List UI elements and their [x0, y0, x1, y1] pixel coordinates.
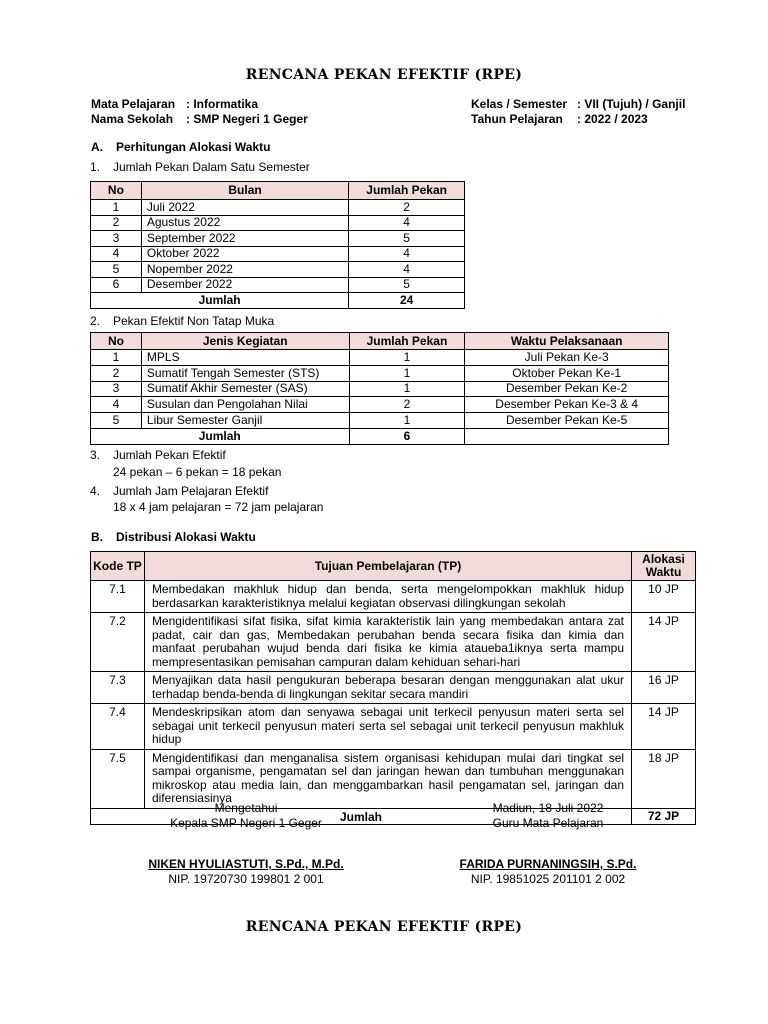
col-header: No	[91, 333, 142, 350]
item-2-text: Pekan Efektif Non Tatap Muka	[113, 314, 275, 328]
item-2-num: 2.	[90, 314, 101, 328]
cell: 2	[349, 397, 465, 413]
cell: 4	[91, 397, 142, 413]
cell: Susulan dan Pengolahan Nilai	[141, 397, 349, 413]
cell: 4	[91, 246, 142, 262]
cell: 6	[91, 277, 142, 293]
item-4-text: Jumlah Jam Pelajaran Efektif	[113, 484, 269, 498]
item-4-num: 4.	[90, 484, 101, 498]
table-header-row	[91, 182, 465, 200]
class-value: : VII (Tujuh) / Ganjil	[577, 97, 686, 111]
table-row	[91, 672, 696, 704]
tp-cell: Mengidentifikasi sifat fisika, sifat kimia karakteristik lain yang membedakan antara zat padat, cair dan gas, Membedakan perubahan benda secara fisika dan kimia dan manfaat perubahan wujud benda dari fisika ke kimia ataueba1iknya serta mampu mempresentasikan pemisahan campuran dalam kehiduan sehari-hari	[144, 613, 631, 672]
cell: 2	[91, 215, 142, 231]
subject-label: Mata Pelajaran	[91, 97, 176, 111]
cell: Oktober Pekan Ke-1	[465, 365, 669, 381]
cell: 4	[349, 246, 465, 262]
cell: September 2022	[141, 231, 348, 247]
page-title: RENCANA PEKAN EFEKTIF (RPE)	[245, 67, 523, 83]
cell: Desember Pekan Ke-2	[465, 381, 669, 397]
cell: Sumatif Tengah Semester (STS)	[141, 365, 349, 381]
cell: 1	[349, 381, 465, 397]
cell: 1	[91, 200, 142, 216]
cell: 2	[91, 365, 142, 381]
table-row	[91, 277, 465, 293]
school-value: : SMP Negeri 1 Geger	[186, 112, 308, 126]
col-header-alokasi: Alokasi Waktu	[632, 552, 696, 581]
col-header: Bulan	[141, 182, 348, 200]
total-label: Jumlah	[91, 808, 632, 824]
sig-left-line1: Mengetahui	[214, 801, 278, 815]
item-1	[90, 160, 310, 174]
cell: Desember 2022	[141, 277, 348, 293]
section-a-heading	[91, 140, 270, 154]
total-label: Jumlah	[91, 428, 350, 444]
year-value: : 2022 / 2023	[577, 112, 648, 126]
year-label: Tahun Pelajaran	[471, 112, 563, 126]
table-row	[91, 350, 669, 366]
total-row	[91, 293, 465, 309]
cell: 3	[91, 231, 142, 247]
cell: Sumatif Akhir Semester (SAS)	[141, 381, 349, 397]
subject-value: : Informatika	[186, 97, 259, 111]
total-value: 24	[349, 293, 465, 309]
col-header: Waktu Pelaksanaan	[465, 333, 669, 350]
kode-cell: 7.3	[91, 672, 145, 704]
col-header: No	[91, 182, 142, 200]
item-2	[90, 314, 274, 328]
kode-cell: 7.4	[91, 704, 145, 750]
non-effective-weeks-table	[90, 332, 669, 445]
sig-right-name: FARIDA PURNANINGSIH, S.Pd.	[459, 857, 637, 871]
time-allocation-table	[90, 551, 696, 825]
cell: 4	[349, 262, 465, 278]
table-header-row	[91, 552, 696, 581]
cell: 3	[91, 381, 142, 397]
table-row	[91, 200, 465, 216]
table-row	[91, 413, 669, 429]
section-a-num: A.	[91, 140, 103, 154]
cell: 5	[91, 413, 142, 429]
signature-right	[428, 801, 668, 887]
item-3-text: Jumlah Pekan Efektif	[113, 448, 226, 462]
total-value: 6	[349, 428, 465, 444]
cell: Juli 2022	[141, 200, 348, 216]
cell: Desember Pekan Ke-3 & 4	[465, 397, 669, 413]
table-row	[91, 231, 465, 247]
cell: 5	[349, 277, 465, 293]
cell: 1	[91, 350, 142, 366]
table-row	[91, 381, 669, 397]
cell: Desember Pekan Ke-5	[465, 413, 669, 429]
section-b-heading	[91, 530, 256, 544]
cell: 1	[349, 365, 465, 381]
meta-right	[471, 97, 685, 127]
total-row	[91, 428, 669, 444]
meta-left	[91, 97, 308, 127]
col-header-tp: Tujuan Pembelajaran (TP)	[144, 552, 631, 581]
kode-cell: 7.5	[91, 749, 145, 808]
sig-right-line2: Guru Mata Pelajaran	[492, 816, 604, 830]
cell: Nopember 2022	[141, 262, 348, 278]
item-1-text: Jumlah Pekan Dalam Satu Semester	[113, 160, 310, 174]
waktu-cell: 14 JP	[632, 613, 696, 672]
total-value: 72 JP	[632, 808, 696, 824]
footer-title: RENCANA PEKAN EFEKTIF (RPE)	[245, 919, 523, 935]
cell: Oktober 2022	[141, 246, 348, 262]
cell: MPLS	[141, 350, 349, 366]
sig-left-line2: Kepala SMP Negeri 1 Geger	[170, 816, 322, 830]
sig-right-nip: NIP. 19851025 201101 2 002	[470, 872, 626, 886]
section-a-title: Perhitungan Alokasi Waktu	[116, 140, 271, 154]
sig-left-name: NIKEN HYULIASTUTI, S.Pd., M.Pd.	[148, 857, 344, 871]
cell: Agustus 2022	[141, 215, 348, 231]
empty-cell	[465, 428, 669, 444]
col-header: Jenis Kegiatan	[141, 333, 349, 350]
item-3	[90, 448, 226, 462]
waktu-cell: 14 JP	[632, 704, 696, 750]
cell: 1	[349, 413, 465, 429]
cell: 5	[349, 231, 465, 247]
tp-cell: Menyajikan data hasil pengukuran beberapa besaran dengan menggunakan alat ukur terhadap benda-benda di lingkungan sekitar secara mandiri	[144, 672, 631, 704]
cell: 2	[349, 200, 465, 216]
table-row	[91, 246, 465, 262]
section-b-title: Distribusi Alokasi Waktu	[116, 530, 256, 544]
table-row	[91, 704, 696, 750]
tp-cell: Mengidentifikasi dan menganalisa sistem organisasi kehidupan mulai dari tingkat sel sampai organisme, pengamatan sel dan jaringan hewan dan tumbuhan menggunakan mikroskop atau media lain, dan menggambarkan hasil pengamatan sel, jaringan dan diferensiasinya	[144, 749, 631, 808]
item-4	[90, 484, 268, 498]
sig-right-line1: Madiun, 18 Juli 2022	[492, 801, 604, 815]
cell: 4	[349, 215, 465, 231]
signature-left	[126, 801, 366, 887]
table-row	[91, 262, 465, 278]
kode-cell: 7.1	[91, 581, 145, 613]
waktu-cell: 16 JP	[632, 672, 696, 704]
weeks-table	[90, 181, 465, 309]
tp-cell: Mendeskripsikan atom dan senyawa sebagai unit terkecil penyusun materi serta sel sebagai unit terkecil penyusun materi serta sel sebagai unit terkecil penyusun makhluk hidup	[144, 704, 631, 750]
sig-left-nip: NIP. 19720730 199801 2 001	[168, 872, 324, 886]
school-label: Nama Sekolah	[91, 112, 174, 126]
table-row	[91, 365, 669, 381]
tp-cell: Membedakan makhluk hidup dan benda, serta mengelompokkan makhluk hidup berdasarkan karakteristiknya melalui kegiatan observasi dilingkungan sekolah	[144, 581, 631, 613]
table-row	[91, 397, 669, 413]
item-4-formula: 18 x 4 jam pelajaran = 72 jam pelajaran	[113, 500, 324, 514]
col-header: Jumlah Pekan	[349, 182, 465, 200]
kode-cell: 7.2	[91, 613, 145, 672]
cell: 1	[349, 350, 465, 366]
total-label: Jumlah	[91, 293, 349, 309]
col-header-kode: Kode TP	[91, 552, 145, 581]
table-row	[91, 749, 696, 808]
class-label: Kelas / Semester	[471, 97, 568, 111]
table-row	[91, 581, 696, 613]
table-row	[91, 613, 696, 672]
cell: 5	[91, 262, 142, 278]
waktu-cell: 10 JP	[632, 581, 696, 613]
item-3-num: 3.	[90, 448, 101, 462]
table-header-row	[91, 333, 669, 350]
waktu-cell: 18 JP	[632, 749, 696, 808]
item-3-formula: 24 pekan – 6 pekan = 18 pekan	[113, 465, 282, 479]
cell: Libur Semester Ganjil	[141, 413, 349, 429]
section-b-num: B.	[91, 530, 103, 544]
table-row	[91, 215, 465, 231]
cell: Juli Pekan Ke-3	[465, 350, 669, 366]
item-1-num: 1.	[90, 160, 101, 174]
col-header: Jumlah Pekan	[349, 333, 465, 350]
